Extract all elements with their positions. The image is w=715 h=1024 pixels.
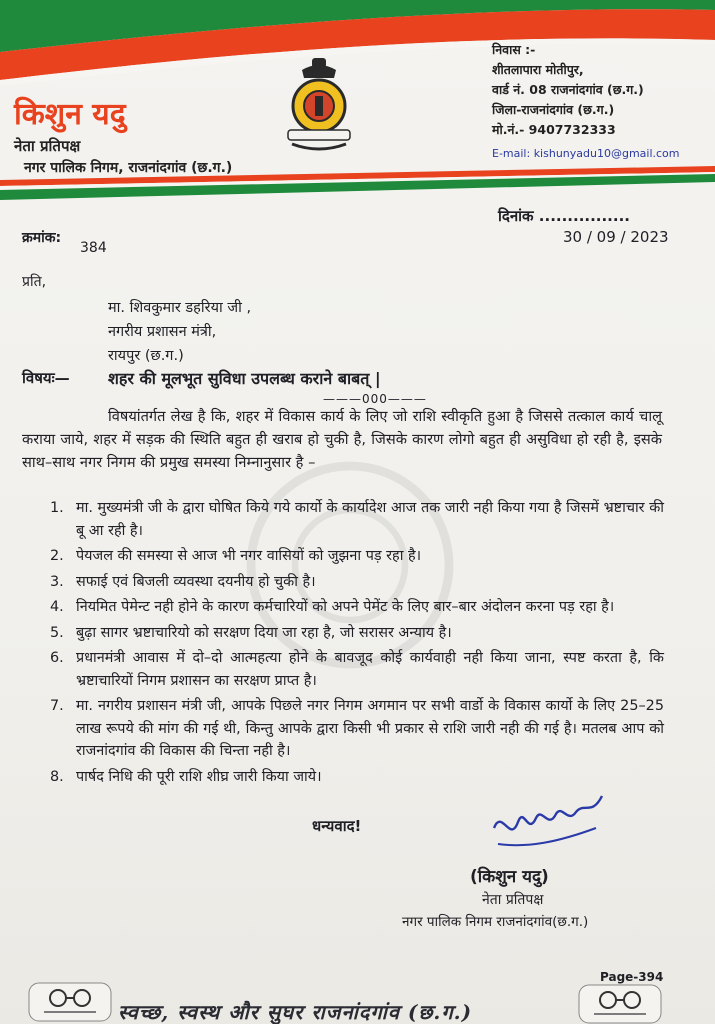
address-line: निवास :- xyxy=(492,42,536,57)
list-item-text: सफाई एवं बिजली व्यवस्था दयनीय हो चुकी है। xyxy=(76,573,316,590)
list-item-number: 8. xyxy=(50,768,64,785)
list-item-number: 6. xyxy=(50,650,64,666)
sender-name-heading: किशुन यदु xyxy=(14,97,126,132)
signatory-post: नेता प्रतिपक्ष xyxy=(482,892,544,908)
signatory-name: (किशुन यदु) xyxy=(470,867,549,887)
list-item-text: मा. मुख्यमंत्री जी के द्वारा घोषित किये गये कार्यो के कार्यादेश आज तक जारी नही किया गया है जिसमें भ्रष्टाचार की बू आ रही है। xyxy=(76,500,664,539)
recipient-block xyxy=(108,296,251,368)
sender-address xyxy=(492,40,680,164)
list-item-number: 3. xyxy=(50,573,64,590)
list-item xyxy=(50,571,664,594)
address-email: E-mail: kishunyadu10@gmail.com xyxy=(492,147,680,160)
list-item-text: पेयजल की समस्या से आज भी नगर वासियों को जुझना पड़ रहा है। xyxy=(76,548,422,564)
list-item xyxy=(50,766,664,789)
list-item-text: नियमित पेमेन्ट नही होने के कारण कर्मचारियों को अपने पेमेंट के लिए बार–बार अंदोलन करना पड़ रहा है। xyxy=(76,599,615,615)
address-line: वार्ड नं. 08 राजनांदगांव (छ.ग.) xyxy=(492,82,644,97)
list-item xyxy=(50,497,664,542)
subject-label: विषयः— xyxy=(22,369,70,387)
list-item xyxy=(50,695,664,763)
subject-text: शहर की मूलभूत सुविधा उपलब्ध कराने बाबत् | xyxy=(108,369,381,388)
signatory-org: नगर पालिक निगम राजनांदगांव(छ.ग.) xyxy=(402,914,589,930)
handwritten-signature-icon xyxy=(488,788,608,858)
date-label: दिनांक ................ xyxy=(498,207,630,225)
list-item-number: 2. xyxy=(50,548,64,564)
list-item-number: 4. xyxy=(50,599,64,615)
page-number: Page-394 xyxy=(600,970,664,984)
letter-body-paragraph: विषयांतर्गत लेख है कि, शहर में विकास कार्य के लिए जो राशि स्वीकृति हुआ है जिससे तत्काल कार्य चालू कराया जाये, शहर में सड़क की स्थिति बहुत ही खराब हो चुकी है, जिसके कारण लोगो बहुत ही असुविधा हो रही है, इसके साथ–साथ नगर निगम की प्रमुख समस्या निम्नानुसार है – xyxy=(22,408,662,471)
date-value: 30 / 09 / 2023 xyxy=(563,228,669,246)
address-line: शीतलापारा मोतीपुर, xyxy=(492,62,584,77)
subject-separator: ———000——— xyxy=(323,392,427,406)
list-item xyxy=(50,622,664,645)
sender-org: नगर पालिक निगम, राजनांदगांव (छ.ग.) xyxy=(24,160,233,176)
sender-post: नेता प्रतिपक्ष xyxy=(14,137,81,155)
list-item xyxy=(50,647,664,692)
recipient-line: रायपुर (छ.ग.) xyxy=(108,348,184,364)
list-item xyxy=(50,545,664,568)
list-item-text: प्रधानमंत्री आवास में दो–दो आत्महत्या होने के बावजूद कोई कार्यवाही नही किया जाना, स्पष्ट करता है, कि भ्रष्टाचारियों निगम प्रशासन का सरक्षण प्राप्त है। xyxy=(76,650,664,689)
swachh-bharat-logo-icon xyxy=(28,982,112,1022)
list-item-number: 1. xyxy=(50,500,64,516)
swachh-bharat-logo-icon xyxy=(578,984,662,1024)
ref-label: क्रमांक: xyxy=(22,230,62,246)
list-item-number: 5. xyxy=(50,624,64,641)
list-item-text: पार्षद निधि की पूरी राशि शीघ्र जारी किया जाये। xyxy=(76,768,322,785)
list-item-text: बुढ़ा सागर भ्रष्टाचारियो को सरक्षण दिया जा रहा है, जो सरासर अन्याय है। xyxy=(76,624,452,641)
list-item-number: 7. xyxy=(50,698,64,714)
recipient-line: मा. शिवकुमार डहरिया जी , xyxy=(108,300,252,316)
recipient-prati: प्रति, xyxy=(22,274,47,290)
municipal-emblem-icon xyxy=(284,56,354,154)
ref-number: 384 xyxy=(80,240,107,256)
list-item xyxy=(50,596,664,619)
issues-list xyxy=(50,497,664,791)
address-line: जिला-राजनांदगांव (छ.ग.) xyxy=(492,102,615,117)
footer-slogan: स्वच्छ, स्वस्थ और सुघर राजनांदगांव (छ.ग.) xyxy=(118,1000,473,1024)
address-phone: मो.नं.- 9407732333 xyxy=(492,122,616,137)
recipient-line: नगरीय प्रशासन मंत्री, xyxy=(108,324,217,340)
list-item-text: मा. नगरीय प्रशासन मंत्री जी, आपके पिछले नगर निगम अगमान पर सभी वार्डो के विकास कार्यो के लिए 25–25 लाख रूपये की मांग की गई थी, किन्तु आपके द्वारा किसी भी प्रकार से राशि जारी नही की गई है। मतलब आप को राजनांदगांव की विकास की चिन्ता नही है। xyxy=(76,698,664,759)
thanks-text: धन्यवाद! xyxy=(312,817,362,835)
